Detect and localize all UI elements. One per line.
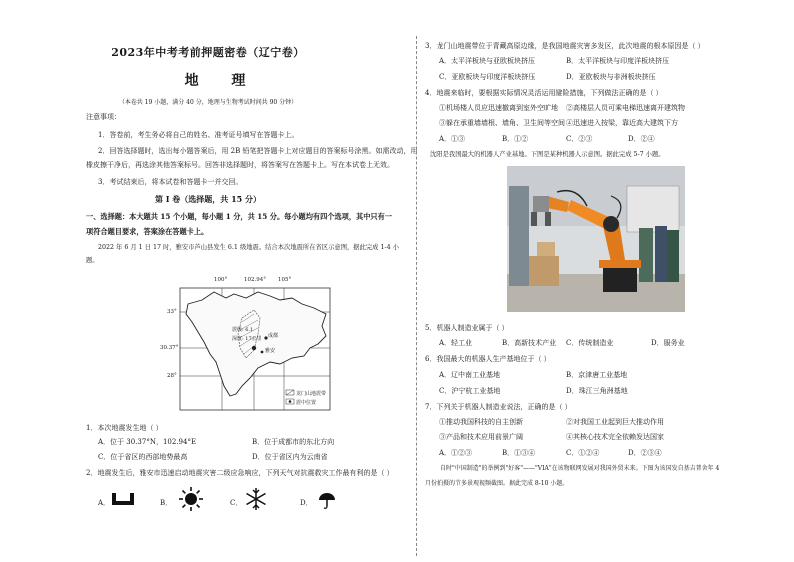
q7-option-d[interactable]: D．②③④ (628, 449, 662, 457)
passage-robot-intro: 沈阳是我国最大的机器人产业基地。下图是某种机器人示意图。据此完成 5-7 小题。 (430, 151, 665, 158)
q6-option-c[interactable]: C．沪宁杭工业基地 (439, 387, 501, 395)
q1-option-a[interactable]: A．位于 30.37°N，102.94°E (98, 438, 197, 446)
q2-stem: 2．地震发生后，雅安市迅速启动地震灾害二级应急响应，下列天气对抗震救灾工作最有利的是（ ） (86, 469, 394, 477)
q2-option-c-label[interactable]: C． (230, 499, 243, 507)
q4-option-c[interactable]: C．②③ (566, 135, 593, 143)
q7-statement-1: ①推动我国科技的自主创新 (439, 418, 523, 426)
notes-heading: 注意事项： (86, 113, 121, 121)
lon-label-100: 100° (214, 277, 228, 283)
q5-option-b[interactable]: B．高新技术产业 (502, 339, 557, 347)
legend-fault-zone: 龙门山地震带 (296, 391, 327, 397)
q7-option-c[interactable]: C．①②④ (566, 449, 600, 457)
q2-option-d-label[interactable]: D． (300, 499, 313, 507)
q5-stem: 5．机器人制造业属于（ ） (425, 324, 509, 332)
section1-instruction-1: 一、选择题：本大题共 15 个小题，每小题 1 分，共 15 分。每小题均有四个选项，其中只有一 (86, 212, 392, 221)
q3-option-a[interactable]: A．太平洋板块与亚欧板块挤压 (439, 57, 536, 65)
lat-label-30: 30.37° (160, 345, 179, 351)
note-2-cont: 橡皮擦干净后，再选涂其他答案标号。回答非选择题时，将答案写在答题卡上。写在本试卷上无效。 (86, 161, 394, 169)
lon-label-105: 105° (278, 277, 292, 283)
q6-option-d[interactable]: D．珠江三角洲基地 (566, 387, 628, 395)
q1-option-b[interactable]: B．位于成都市的东北方向 (252, 438, 335, 446)
section1-intro: 2022 年 6 月 1 日 17 时，雅安市芦山县发生 6.1 级地震。结合本次地震所在省区示意图，据此完成 1-4 小 (98, 244, 399, 251)
overcast-weather-icon (110, 491, 136, 507)
q7-statement-3: ③产品和技术应用前景广阔 (439, 433, 523, 441)
city-yaan: 雅安 (265, 348, 276, 354)
note-3: 3．考试结束后，将本试卷和答题卡一并交回。 (98, 178, 243, 186)
q6-option-b[interactable]: B．京津唐工业基地 (566, 371, 628, 379)
lat-label-28: 28° (167, 373, 177, 379)
industrial-robot-photo (507, 166, 685, 312)
subject-title: 地 理 (184, 73, 260, 89)
column-divider (416, 36, 417, 556)
lat-label-33: 33° (167, 309, 177, 315)
q5-option-c[interactable]: C．传统制造业 (566, 339, 614, 347)
q3-option-d[interactable]: D．亚欧板块与非洲板块挤压 (566, 73, 656, 81)
quake-depth: 深度: 17公里 (232, 336, 262, 342)
q7-stem: 7．下列关于机器人制造业说法，正确的是（ ） (425, 403, 572, 411)
q6-stem: 6．我国最大的机器人生产基地位于（ ） (425, 355, 551, 363)
q2-option-b-label[interactable]: B． (160, 499, 173, 507)
q4-option-b[interactable]: B．①② (502, 135, 529, 143)
q3-option-c[interactable]: C．亚欧板块与印度洋板块挤压 (439, 73, 536, 81)
exam-title: 2023年中考考前押题密卷（辽宁卷） (111, 46, 305, 59)
q4-statement-3: ③躲在承重墙墙根、墙角、卫生间等空间 (439, 119, 565, 127)
q1-option-d[interactable]: D．位于省区内为云南省 (252, 453, 328, 461)
q3-stem: 3．龙门山地震带位于青藏高原边缘，是我国地震灾害多发区，此次地震的根本原因是（ ） (425, 42, 705, 50)
legend-epicenter: 震中位置 (296, 400, 317, 406)
sunny-weather-icon (178, 486, 204, 512)
q3-option-b[interactable]: B．太平洋板块与印度洋板块挤压 (566, 57, 670, 65)
thunderstorm-weather-icon (316, 490, 338, 510)
exam-info: （本卷共 19 小题，满分 40 分，地理与生物考试时间共 90 分钟） (118, 99, 298, 106)
q2-option-a-label[interactable]: A． (98, 499, 111, 507)
section1-title: 第 I 卷（选择题，共 15 分） (154, 194, 261, 204)
q1-option-c[interactable]: C．位于省区的西部地势最高 (98, 453, 188, 461)
q4-statement-4: ④迅速进入按梁，靠近高大建筑下方 (566, 119, 678, 127)
note-2: 2．回答选择题时，选出每小题答案后，用 2B 铅笔把答题卡上对应题目的答案标号涂黑。如需改动，用 (98, 147, 418, 155)
q4-option-a[interactable]: A．①③ (439, 135, 466, 143)
q7-option-b[interactable]: B．①③④ (502, 449, 536, 457)
q5-option-d[interactable]: D．服务业 (651, 339, 685, 347)
section1-instruction-2: 项符合题目要求，答案涂在答题卡上。 (86, 227, 209, 236)
q7-statement-4: ④其核心技术完全依赖发达国家 (566, 433, 664, 441)
q1-stem: 1．本次地震发生地（ ） (86, 424, 163, 432)
q7-statement-2: ②对我国工业起到巨大推动作用 (566, 418, 664, 426)
q4-statement-2: ②高楼层人员可乘电梯迅速离开建筑物 (566, 104, 685, 112)
q4-stem: 4．地震来临时，要根据实际情况灵活运用避险措施，下列做法正确的是（ ） (425, 89, 663, 97)
q6-option-a[interactable]: A．辽中南工业基地 (439, 371, 501, 379)
snow-weather-icon (244, 487, 268, 511)
q7-option-a[interactable]: A．①②③ (439, 449, 473, 457)
city-chengdu: 成都 (268, 333, 279, 339)
lon-label-102: 102.94° (244, 277, 266, 283)
passage-3-line-1: 自时"中国制造"的举例到"好客"——"VIA"在该物联网发展对我国外贸未来。下图为该国发自基吉普舍年 4 (440, 465, 720, 472)
q4-option-d[interactable]: D．②④ (628, 135, 655, 143)
section1-intro-2: 题。 (86, 257, 99, 264)
passage-3-line-2: 月份拍摄的节多景观视频截图。据此完成 8-10 小题。 (425, 480, 569, 487)
quake-magnitude: 震级: 6.1 (232, 327, 254, 333)
q4-statement-1: ①机场楼人员应迅速撤离到室外空旷地 (439, 104, 558, 112)
q5-option-a[interactable]: A．轻工业 (439, 339, 473, 347)
note-1: 1．答卷前，考生务必将自己的姓名、准考证号填写在答题卡上。 (98, 131, 299, 139)
